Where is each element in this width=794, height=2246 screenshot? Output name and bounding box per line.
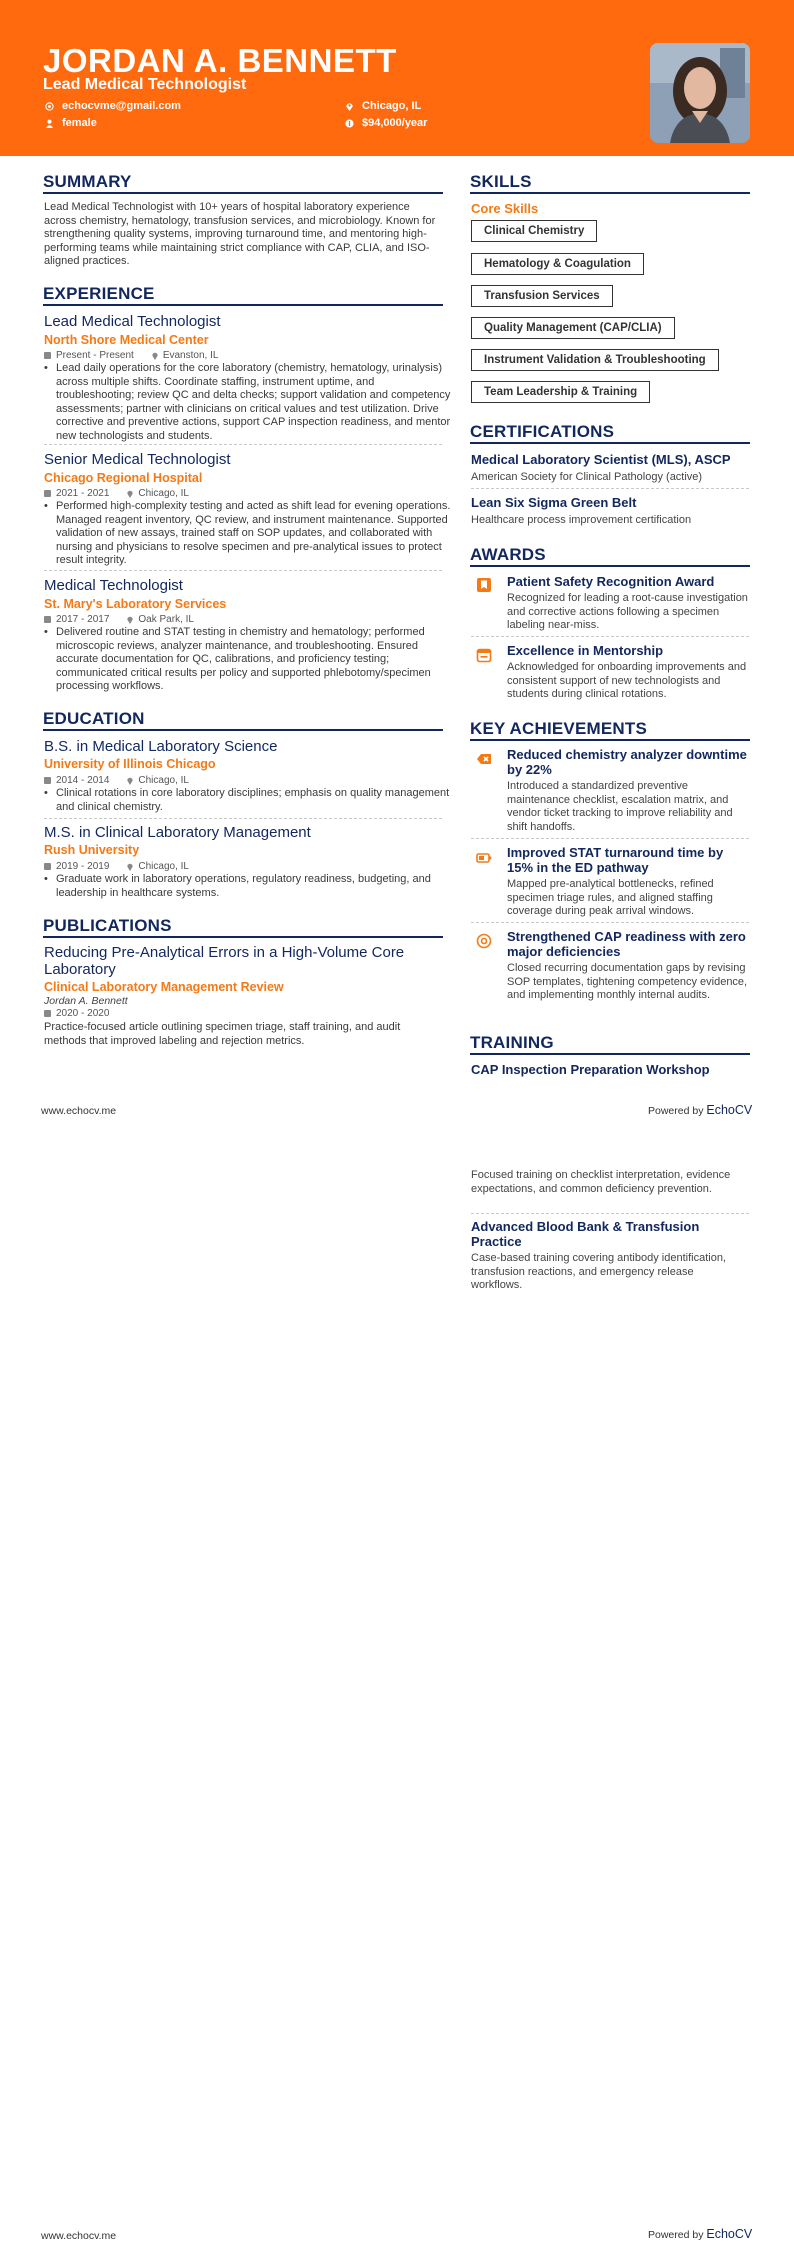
divider [44,444,442,445]
brand-name: EchoCV [706,1103,753,1117]
publication-description: Practice-focused article outlining specimen triage, staff training, and audit methods that improved labeling and rejection metrics. [44,1021,401,1047]
job-dates: Present - Present [56,350,134,361]
education-bullet: • Graduate work in laboratory operations, regulatory readiness, budgeting, and leadership in healthcare systems. [44,873,454,900]
experience-rule [43,304,443,306]
footer-url[interactable]: www.echocv.me [41,2230,117,2242]
achievement-description: Mapped pre-analytical bottlenecks, refined specimen triage rules, and aligned staffing coverage during peak arrival windows. [507,878,714,917]
skill-chip: Clinical Chemistry [471,220,597,242]
achievement-description: Introduced a standardized preventive maintenance checklist, escalation matrix, and vendor ticket tracking to improve reliability and shift handoffs. [507,780,733,833]
job-dates: 2017 - 2017 [56,614,110,625]
job-company: Chicago Regional Hospital [44,471,203,485]
job-meta [44,488,189,499]
map-pin-icon [345,102,354,111]
education-bullet: • Clinical rotations in core laboratory disciplines; emphasis on quality management and clinical chemistry. [44,787,454,814]
divider [44,818,442,819]
coin-icon [345,119,354,128]
school-name: University of Illinois Chicago [44,757,216,771]
job-bullet: • Delivered routine and STAT testing in chemistry and hematology; performed microscopic reviews, analyzer maintenance, and troubleshooting. Ensured accurate documentation for QC, calibrations, and proficiency testing; communicated critical results per policy and supported phlebotomy/specimen processing workflows. [44,626,454,694]
publication-title: Reducing Pre-Analytical Errors in a High-Volume Core Laboratory [44,944,405,978]
candidate-name: JORDAN A. BENNETT [43,42,397,79]
email-text: echocvme@gmail.com [62,100,181,112]
education-meta [44,861,189,872]
divider [471,1213,749,1214]
certification-title: Lean Six Sigma Green Belt [471,495,637,510]
map-pin-icon [127,777,133,785]
email-info[interactable] [45,100,181,112]
job-bullet: • Lead daily operations for the core laboratory (chemistry, hematology, urinalysis) across multiple shifts. Coordinate staffing, instrument uptime, and troubleshooting; review QC and delta checks; support validation and competency assessments; partner with clinicians on critical values and test utilization. Drive corrective and preventive actions, support CAP inspection readiness, and mentor new technologists and students. [44,362,454,443]
location-text: Chicago, IL [362,100,422,112]
job-location: Oak Park, IL [138,614,194,625]
divider [471,922,749,923]
divider [471,838,749,839]
awards-rule [470,565,750,567]
map-pin-icon [127,490,133,498]
skill-chip: Hematology & Coagulation [471,253,644,275]
skill-chip: Team Leadership & Training [471,381,650,403]
skills-subheading: Core Skills [471,201,539,216]
resume-header [0,0,794,156]
calendar-icon [44,777,51,784]
location-info [345,100,421,112]
salary-text: $94,000/year [362,117,428,129]
training-heading: TRAINING [470,1033,554,1052]
at-sign-icon [45,102,54,111]
award-title: Excellence in Mentorship [507,643,664,658]
tag-x-icon [476,751,492,767]
job-bullet: • Performed high-complexity testing and acted as shift lead for evening operations. Managed reagent inventory, QC review, and instrument maintenance. Supported validation of new assays, trained staff on SOP updates, and collaborated with nursing and physicians to resolve specimen and pre-analytical issues to protect result integrity. [44,500,454,568]
education-dates: 2014 - 2014 [56,775,110,786]
footer-url[interactable]: www.echocv.me [41,1105,117,1117]
degree-title: B.S. in Medical Laboratory Science [44,738,278,755]
publication-author: Jordan A. Bennett [44,995,128,1007]
calendar-icon [476,647,492,663]
education-location: Chicago, IL [138,861,189,872]
education-meta [44,775,189,786]
calendar-icon [44,490,51,497]
achievement-title: Improved STAT turnaround time by 15% in the ED pathway [507,845,724,875]
skills-heading: SKILLS [470,172,532,191]
footer-powered [648,2227,752,2241]
training-title: CAP Inspection Preparation Workshop [471,1062,710,1077]
job-title: Senior Medical Technologist [44,451,231,468]
job-title: Medical Technologist [44,577,183,594]
job-meta [44,614,194,625]
summary-heading: SUMMARY [43,172,132,191]
job-location: Evanston, IL [162,350,219,361]
certification-title: Medical Laboratory Scientist (MLS), ASCP [471,452,731,467]
footer-powered [648,1103,752,1117]
calendar-icon [44,863,51,870]
user-icon [45,119,54,128]
job-dates: 2021 - 2021 [56,488,110,499]
certifications-rule [470,442,750,444]
job-meta [44,350,218,361]
training-description: Focused training on checklist interpretation, evidence expectations, and common deficiency prevention. [471,1169,731,1195]
summary-text: Lead Medical Technologist with 10+ years of hospital laboratory experience across chemistry, hematology, transfusion services, and microbiology. Known for strengthening quality systems, improving turnaround time, and mentoring high-performing teams while maintaining strict compliance with CAP, CLIA, and ISO-aligned practices. [44,201,436,267]
publication-journal: Clinical Laboratory Management Review [44,980,284,994]
divider [471,636,749,637]
award-description: Acknowledged for onboarding improvements and consistent support of new technologists and students during clinical rotations. [507,661,747,700]
divider [44,570,442,571]
achievement-title: Reduced chemistry analyzer downtime by 22% [507,747,747,777]
training-title: Advanced Blood Bank & Transfusion Practice [471,1219,700,1249]
gender-info [45,117,97,129]
education-rule [43,729,443,731]
skill-chip: Instrument Validation & Troubleshooting [471,349,719,371]
publication-dates: 2020 - 2020 [56,1008,110,1019]
award-description: Recognized for leading a root-cause investigation and corrective actions following a specimen labeling near-miss. [507,592,748,631]
at-sign-icon [476,933,492,949]
education-heading: EDUCATION [43,709,145,728]
awards-heading: AWARDS [470,545,546,564]
skills-rule [470,192,750,194]
gender-text: female [62,117,97,129]
job-company: St. Mary's Laboratory Services [44,597,227,611]
salary-info [345,117,427,129]
job-title: Lead Medical Technologist [44,313,221,330]
certifications-heading: CERTIFICATIONS [470,422,615,441]
map-pin-icon [127,616,133,624]
battery-icon [476,850,492,866]
profile-photo [650,43,750,143]
job-location: Chicago, IL [138,488,189,499]
summary-rule [43,192,443,194]
school-name: Rush University [44,843,140,857]
certification-issuer: Healthcare process improvement certification [471,514,692,526]
training-description: Case-based training covering antibody identification, transfusion reactions, and emergency release workflows. [471,1252,726,1291]
powered-by-label: Powered by [648,1105,704,1117]
candidate-title: Lead Medical Technologist [43,76,247,93]
achievement-description: Closed recurring documentation gaps by revising SOP templates, tightening competency evidence, and implementing monthly internal audits. [507,962,748,1001]
map-pin-icon [152,352,158,360]
calendar-icon [44,616,51,623]
divider [471,488,749,489]
brand-name: EchoCV [706,2227,753,2241]
achievements-heading: KEY ACHIEVEMENTS [470,719,648,738]
education-location: Chicago, IL [138,775,189,786]
skill-chip: Transfusion Services [471,285,613,307]
bookmark-icon [476,577,492,593]
publications-rule [43,936,443,938]
achievement-title: Strengthened CAP readiness with zero major deficiencies [507,929,746,959]
degree-title: M.S. in Clinical Laboratory Management [44,824,311,841]
education-dates: 2019 - 2019 [56,861,110,872]
award-title: Patient Safety Recognition Award [507,574,715,589]
powered-by-label: Powered by [648,2229,704,2241]
job-company: North Shore Medical Center [44,333,209,347]
map-pin-icon [127,863,133,871]
experience-heading: EXPERIENCE [43,284,155,303]
achievements-rule [470,739,750,741]
training-rule [470,1053,750,1055]
publications-heading: PUBLICATIONS [43,916,172,935]
calendar-icon [44,1010,51,1017]
publication-meta [44,1008,109,1019]
certification-issuer: American Society for Clinical Pathology (active) [471,471,703,483]
calendar-icon [44,352,51,359]
skill-chip: Quality Management (CAP/CLIA) [471,317,675,339]
